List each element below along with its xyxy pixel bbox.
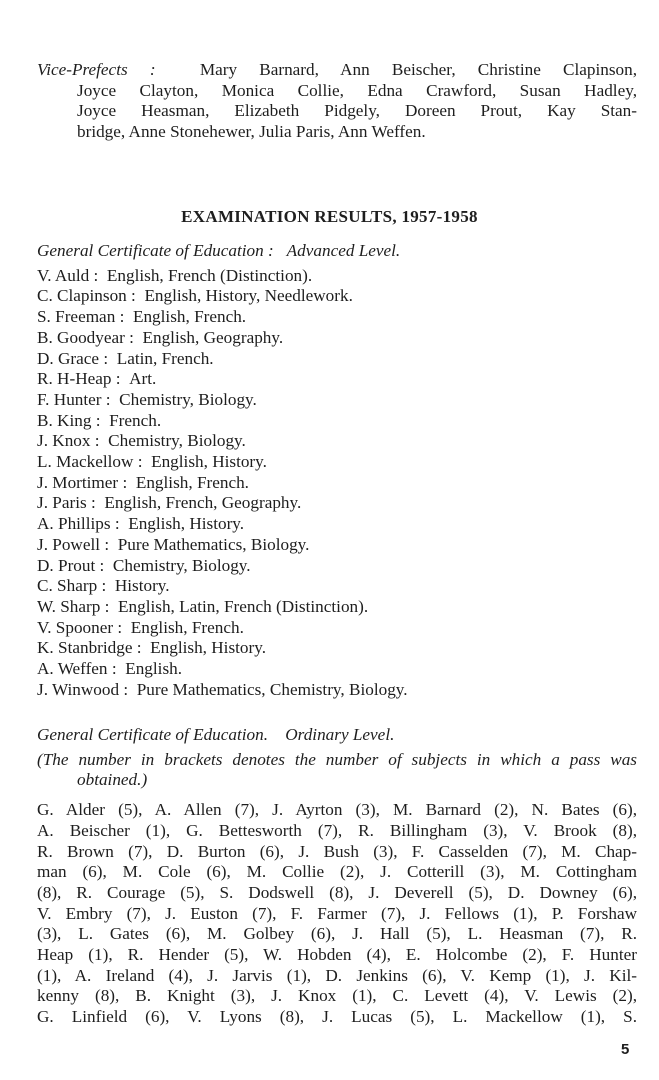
result-row: V. Spooner : English, French.: [37, 617, 244, 637]
result-row: J. Winwood : Pure Mathematics, Chemistry, Biology.: [37, 679, 408, 699]
vice-prefects-line-1: Vice-Prefects : Mary Barnard, Ann Beischer, Christine Clapinson,: [37, 60, 637, 79]
vice-prefects-line-2: Joyce Clayton, Monica Collie, Edna Crawford, Susan Hadley,: [77, 80, 637, 100]
result-row: R. H-Heap : Art.: [37, 369, 157, 389]
result-row: L. Mackellow : English, History.: [37, 452, 267, 472]
results-line: V. Embry (7), J. Euston (7), F. Farmer (7), J. Fellows (1), P. Forshaw: [37, 903, 637, 923]
results-line: (8), R. Courage (5), S. Dodswell (8), J. Deverell (5), D. Downey (6),: [37, 882, 637, 902]
result-row: F. Hunter : Chemistry, Biology.: [37, 389, 257, 409]
page-number: 5: [621, 1041, 630, 1058]
results-line: G. Linfield (6), V. Lyons (8), J. Lucas (5), L. Mackellow (1), S.: [37, 1007, 637, 1027]
results-line: (1), A. Ireland (4), J. Jarvis (1), D. Jenkins (6), V. Kemp (1), J. Kil-: [37, 965, 637, 985]
vice-prefects-label: Vice-Prefects :: [37, 60, 156, 79]
result-row: B. King : French.: [37, 410, 162, 430]
results-line: R. Brown (7), D. Burton (6), J. Bush (3), F. Casselden (7), M. Chap-: [37, 841, 637, 861]
result-row: B. Goodyear : English, Geography.: [37, 327, 284, 347]
note-line-1: (The number in brackets denotes the number of subjects in which a pass was: [37, 749, 637, 769]
result-row: S. Freeman : English, French.: [37, 307, 247, 327]
result-row: K. Stanbridge : English, History.: [37, 638, 266, 658]
ordinary-level-note: [37, 750, 637, 791]
vice-prefects-line-4: bridge, Anne Stonehewer, Julia Paris, Ann Weffen.: [77, 122, 426, 142]
result-row: J. Knox : Chemistry, Biology.: [37, 431, 246, 451]
results-line: (3), L. Gates (6), M. Golbey (6), J. Hall (5), L. Heasman (7), R.: [37, 924, 637, 944]
result-row: V. Auld : English, French (Distinction).: [37, 265, 313, 285]
section-title: EXAMINATION RESULTS, 1957-1958: [181, 207, 478, 226]
ordinary-level-results: [37, 800, 637, 1028]
result-row: J. Mortimer : English, French.: [37, 472, 249, 492]
advanced-level-heading: General Certificate of Education : Advanced Level.: [37, 241, 401, 260]
advanced-level-section: [37, 241, 637, 700]
ordinary-level-section: [37, 725, 637, 1028]
results-line: G. Alder (5), A. Allen (7), J. Ayrton (3), M. Barnard (2), N. Bates (6),: [37, 800, 637, 820]
results-line: man (6), M. Cole (6), M. Collie (2), J. Cotterill (3), M. Cottingham: [37, 862, 637, 882]
results-line: Heap (1), R. Hender (5), W. Hobden (4), E. Holcombe (2), F. Hunter: [37, 945, 637, 965]
result-row: D. Prout : Chemistry, Biology.: [37, 555, 251, 575]
result-row: W. Sharp : English, Latin, French (Distinction).: [37, 596, 369, 616]
result-row: A. Phillips : English, History.: [37, 514, 245, 534]
result-row: J. Powell : Pure Mathematics, Biology.: [37, 534, 310, 554]
result-row: J. Paris : English, French, Geography.: [37, 493, 302, 513]
advanced-level-results: [37, 266, 637, 701]
result-row: D. Grace : Latin, French.: [37, 348, 214, 368]
results-line: A. Beischer (1), G. Bettesworth (7), R. Billingham (3), V. Brook (8),: [37, 820, 637, 840]
vice-prefects-paragraph: [37, 60, 637, 143]
note-line-2: obtained.): [77, 770, 148, 790]
result-row: C. Sharp : History.: [37, 576, 170, 596]
results-line: kenny (8), B. Knight (3), J. Knox (1), C. Levett (4), V. Lewis (2),: [37, 986, 637, 1006]
ordinary-level-heading: General Certificate of Education. Ordinary Level.: [37, 725, 395, 744]
result-row: A. Weffen : English.: [37, 659, 183, 679]
result-row: C. Clapinson : English, History, Needlework.: [37, 286, 353, 306]
vice-prefects-line-3: Joyce Heasman, Elizabeth Pidgely, Doreen Prout, Kay Stan-: [77, 101, 637, 121]
